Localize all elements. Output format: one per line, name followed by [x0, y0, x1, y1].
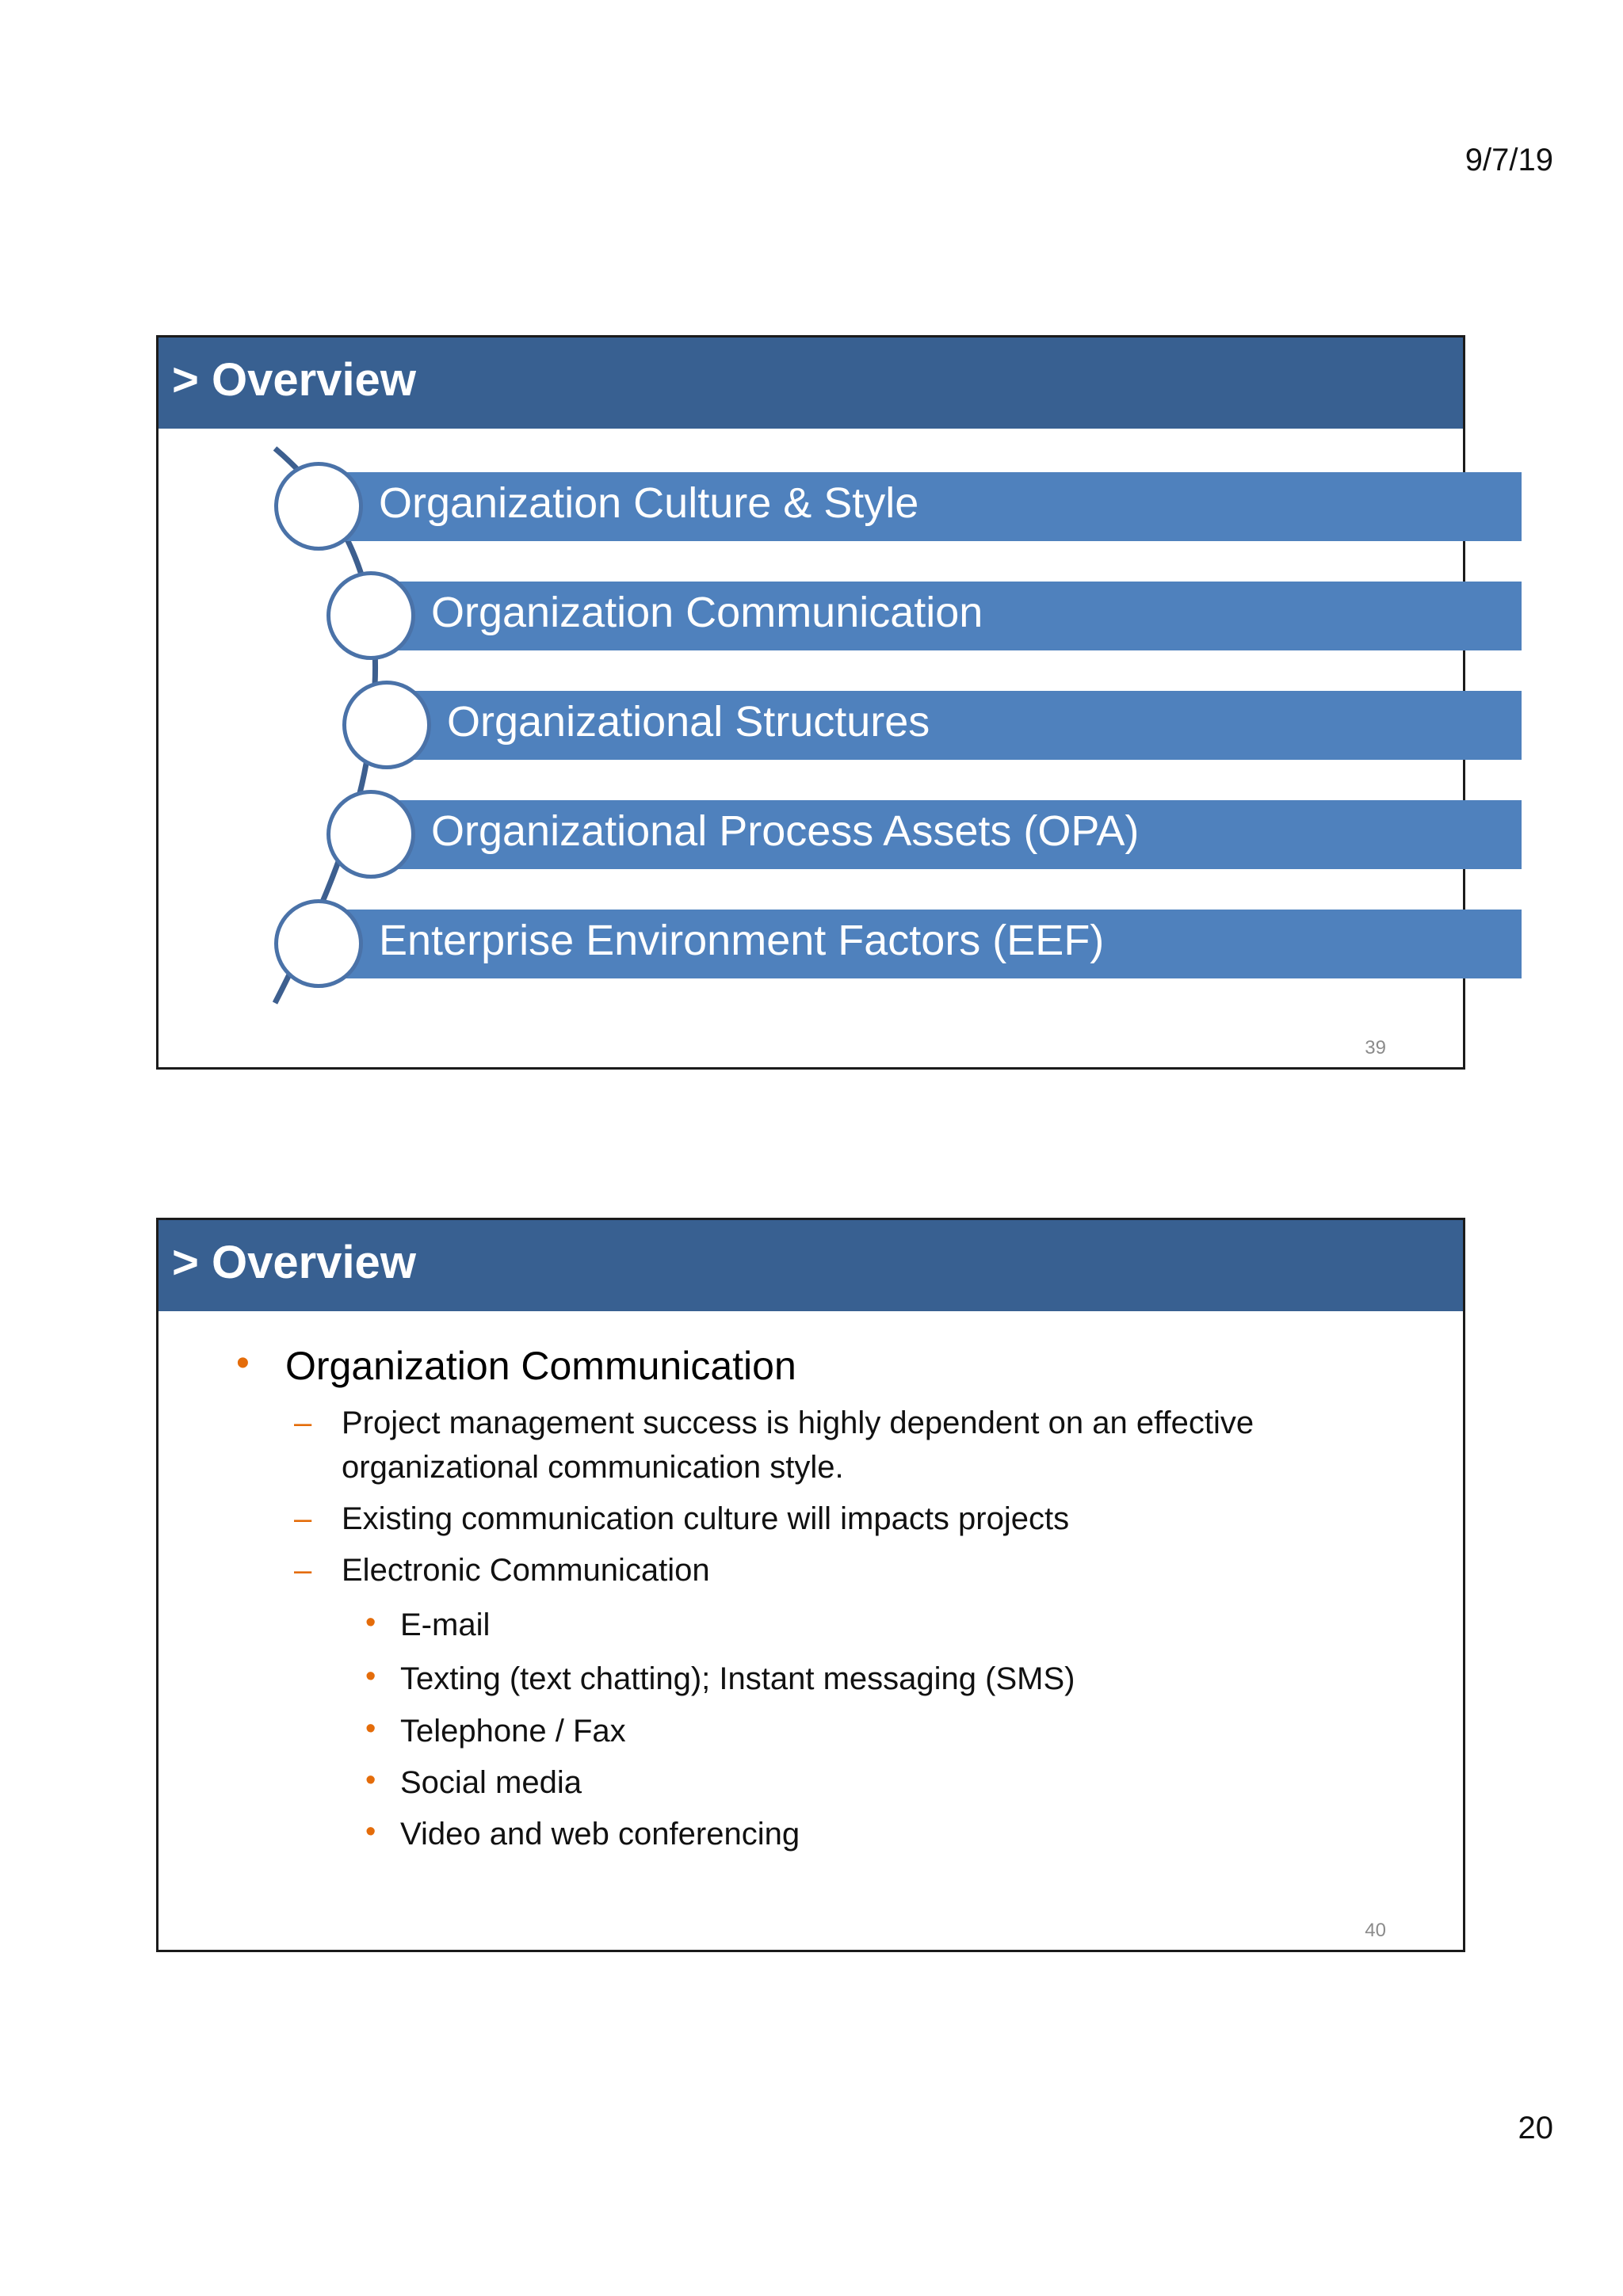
- sub-sub-bullet: [365, 1660, 1075, 1697]
- sub-sub-bullet-text: Video and web conferencing: [400, 1817, 800, 1852]
- sub-bullet-text: Electronic Communication: [342, 1553, 710, 1588]
- diagram-bar-3: [385, 691, 1522, 760]
- bullet-dot-icon: •: [365, 1712, 376, 1745]
- bullet-dot-icon: •: [365, 1815, 376, 1848]
- slide-40: [156, 1218, 1465, 1952]
- bullet-dash-icon: –: [294, 1405, 312, 1440]
- sub-bullet: [294, 1497, 1340, 1541]
- bullet-dot-icon: •: [236, 1342, 250, 1384]
- sub-sub-bullet: [365, 1712, 626, 1749]
- diagram-bar-label: Organization Communication: [431, 589, 983, 636]
- sub-bullet: [294, 1548, 1340, 1592]
- diagram-bar-label: Enterprise Environment Factors (EEF): [379, 917, 1105, 964]
- sub-bullet-text: Project management success is highly dependent on an effective organizational communication style.: [342, 1405, 1254, 1485]
- sub-sub-bullet-text: E-mail: [400, 1608, 491, 1642]
- diagram-bar-label: Organizational Process Assets (OPA): [431, 807, 1140, 855]
- bullet-dot-icon: •: [365, 1606, 376, 1639]
- sub-bullet-text: Existing communication culture will impacts projects: [342, 1501, 1070, 1536]
- diagram-circle-1: [274, 462, 363, 551]
- sub-sub-bullet-text: Social media: [400, 1765, 582, 1800]
- sub-sub-bullet: [365, 1815, 800, 1852]
- diagram-bar-label: Organizational Structures: [447, 698, 930, 746]
- slide-title: > Overview: [172, 1237, 416, 1288]
- sub-sub-bullet: [365, 1606, 491, 1643]
- sub-sub-bullet-text: Telephone / Fax: [400, 1714, 626, 1749]
- diagram-bar-5: [317, 910, 1522, 978]
- slide-number: 40: [1365, 1920, 1386, 1941]
- bullet-dot-icon: •: [365, 1764, 376, 1797]
- diagram-circle-4: [327, 790, 415, 879]
- slide-39: [156, 335, 1465, 1070]
- slide-title: > Overview: [172, 354, 416, 406]
- diagram-bar-4: [369, 800, 1522, 869]
- sub-bullet: [294, 1401, 1340, 1489]
- bullet-dot-icon: •: [365, 1660, 376, 1693]
- slide-header: [158, 1220, 1463, 1311]
- diagram-bar-2: [369, 582, 1522, 650]
- vertical-curved-list-diagram: [158, 338, 1463, 1067]
- diagram-bar-label: Organization Culture & Style: [379, 479, 919, 527]
- diagram-bar-1: [317, 472, 1522, 541]
- slide-number: 39: [1365, 1037, 1386, 1058]
- main-bullet: [236, 1342, 796, 1389]
- main-bullet-text: Organization Communication: [285, 1344, 796, 1388]
- page-date: 9/7/19: [1465, 143, 1553, 177]
- diagram-circle-3: [342, 681, 431, 769]
- bullet-dash-icon: –: [294, 1501, 312, 1536]
- diagram-circle-5: [274, 899, 363, 988]
- bullet-dash-icon: –: [294, 1553, 312, 1588]
- sub-sub-bullet-text: Texting (text chatting); Instant messaging (SMS): [400, 1661, 1075, 1696]
- sub-sub-bullet: [365, 1764, 582, 1801]
- page-number: 20: [1518, 2111, 1553, 2145]
- diagram-circle-2: [327, 571, 415, 660]
